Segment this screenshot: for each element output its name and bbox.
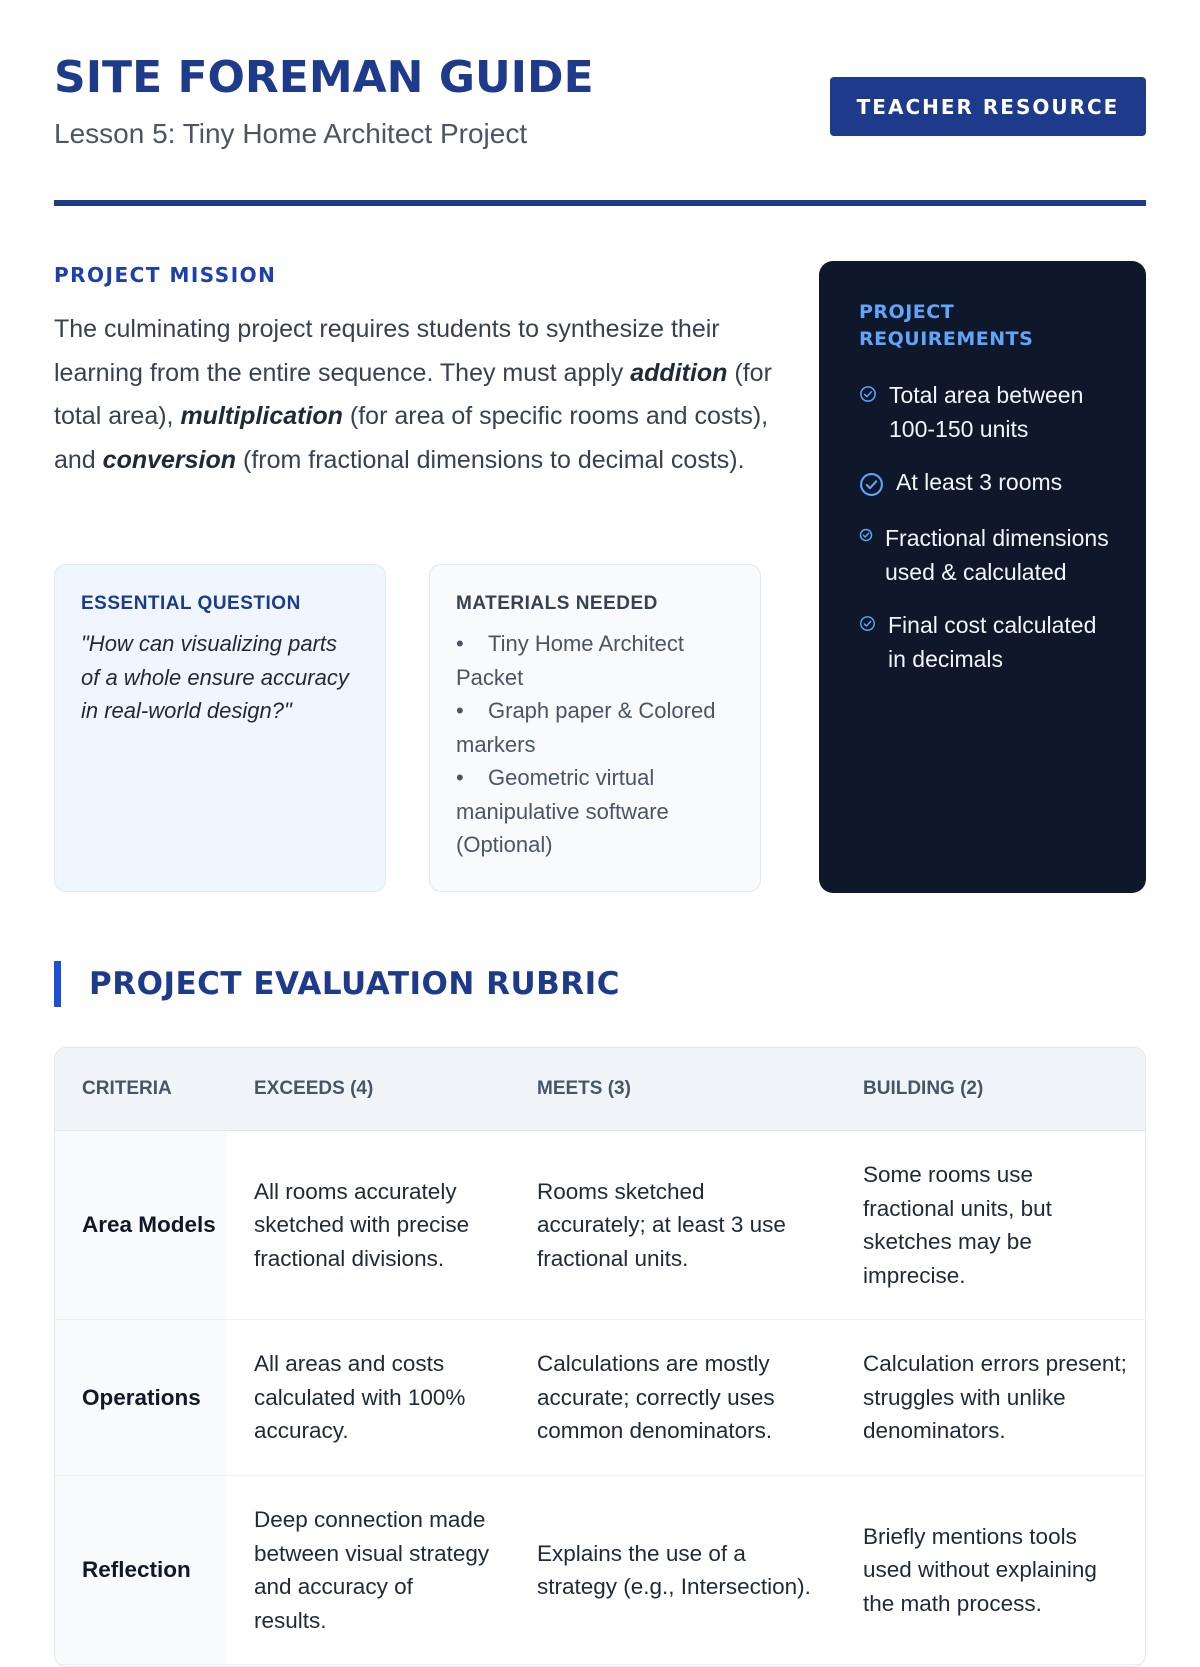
table-row bbox=[55, 1131, 1146, 1320]
mission-text-part: (from fractional dimensions to decimal costs). bbox=[236, 445, 745, 474]
essential-question-title: ESSENTIAL QUESTION bbox=[81, 593, 301, 614]
exceeds-cell: All rooms accurately sketched with precise fractional divisions. bbox=[227, 1131, 510, 1320]
material-label: Tiny Home Architect Packet bbox=[456, 631, 685, 690]
mission-term-multiplication: multiplication bbox=[180, 402, 343, 430]
building-cell: Calculation errors present; struggles with unlike denominators. bbox=[836, 1320, 1146, 1476]
check-circle-icon bbox=[859, 385, 877, 408]
mission-text-part: (for total area), bbox=[54, 358, 772, 430]
requirement-text: At least 3 rooms bbox=[896, 469, 1063, 495]
requirements-panel bbox=[819, 261, 1146, 893]
materials-card bbox=[429, 564, 761, 892]
mission-text-part: (for area of specific rooms and costs), and bbox=[54, 402, 769, 474]
rubric-heading bbox=[54, 961, 620, 1007]
meets-cell: Explains the use of a strategy (e.g., Intersection). bbox=[510, 1476, 836, 1665]
rubric-title: PROJECT EVALUATION RUBRIC bbox=[89, 966, 620, 1002]
mission-term-conversion: conversion bbox=[102, 445, 237, 474]
rubric-table-container bbox=[54, 1047, 1146, 1667]
table-row bbox=[55, 1476, 1146, 1665]
criteria-cell: Reflection bbox=[55, 1476, 227, 1665]
mission-label: PROJECT MISSION bbox=[54, 263, 277, 287]
page-title: SITE FOREMAN GUIDE bbox=[54, 52, 594, 103]
header-divider bbox=[54, 200, 1146, 206]
column-header-building: BUILDING (2) bbox=[836, 1048, 1146, 1131]
mission-term-addition: addition bbox=[630, 358, 728, 387]
requirement-item bbox=[859, 466, 1116, 502]
requirements-title: PROJECT REQUIREMENTS bbox=[859, 301, 1034, 350]
table-header-row bbox=[55, 1048, 1146, 1131]
material-label: Geometric virtual manipulative software (Optional) bbox=[456, 765, 669, 857]
requirement-item bbox=[859, 609, 1116, 676]
materials-list bbox=[456, 627, 734, 862]
column-header-exceeds: EXCEEDS (4) bbox=[227, 1048, 510, 1131]
mission-text bbox=[54, 308, 774, 482]
table-row bbox=[55, 1320, 1146, 1476]
exceeds-cell: Deep connection made between visual strategy and accuracy of results. bbox=[227, 1476, 510, 1665]
rubric-table bbox=[55, 1048, 1146, 1665]
list-item bbox=[456, 761, 734, 862]
list-item bbox=[456, 627, 734, 694]
material-label: Graph paper & Colored markers bbox=[456, 698, 716, 757]
column-header-meets: MEETS (3) bbox=[510, 1048, 836, 1131]
criteria-cell: Operations bbox=[55, 1320, 227, 1476]
list-item bbox=[456, 694, 734, 761]
exceeds-cell: All areas and costs calculated with 100% accuracy. bbox=[227, 1320, 510, 1476]
requirement-item bbox=[859, 522, 1116, 589]
check-circle-icon bbox=[859, 472, 884, 502]
essential-question-card bbox=[54, 564, 386, 892]
materials-title: MATERIALS NEEDED bbox=[456, 593, 658, 614]
requirement-text: Total area between 100-150 units bbox=[889, 382, 1084, 442]
mission-text-part: The culminating project requires students to synthesize their learning from the entire sequence. They must apply bbox=[54, 315, 720, 387]
criteria-cell: Area Models bbox=[55, 1131, 227, 1320]
meets-cell: Rooms sketched accurately; at least 3 use fractional units. bbox=[510, 1131, 836, 1320]
requirement-text: Fractional dimensions used & calculated bbox=[885, 525, 1109, 585]
meets-cell: Calculations are mostly accurate; correctly uses common denominators. bbox=[510, 1320, 836, 1476]
building-cell: Briefly mentions tools used without explaining the math process. bbox=[836, 1476, 1146, 1665]
requirement-text: Final cost calculated in decimals bbox=[888, 612, 1097, 672]
check-circle-icon bbox=[859, 528, 873, 547]
building-cell: Some rooms use fractional units, but sketches may be imprecise. bbox=[836, 1131, 1146, 1320]
essential-question-quote: "How can visualizing parts of a whole ensure accuracy in real-world design?" bbox=[81, 631, 349, 723]
page-subtitle: Lesson 5: Tiny Home Architect Project bbox=[54, 118, 528, 149]
bullet-icon: • bbox=[456, 698, 464, 723]
teacher-resource-badge[interactable]: TEACHER RESOURCE bbox=[830, 77, 1146, 136]
column-header-criteria: CRITERIA bbox=[55, 1048, 227, 1131]
bullet-icon: • bbox=[456, 765, 464, 790]
check-circle-icon bbox=[859, 615, 876, 637]
requirement-item bbox=[859, 379, 1116, 446]
bullet-icon: • bbox=[456, 631, 464, 656]
